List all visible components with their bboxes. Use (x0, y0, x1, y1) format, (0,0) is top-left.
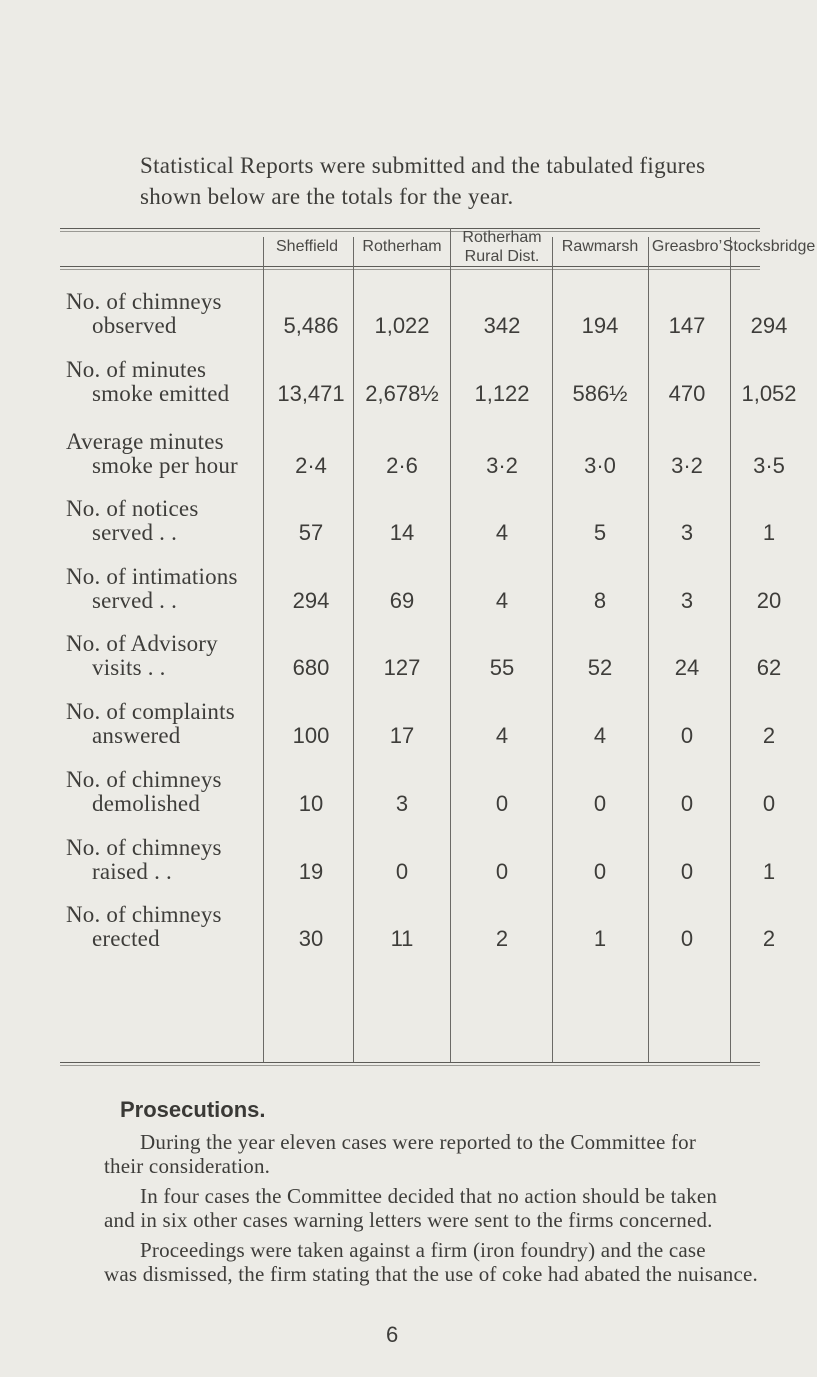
table-cell: 3·2 (671, 453, 703, 478)
table-cell: 17 (389, 723, 415, 748)
row-label-line: answered (92, 723, 181, 748)
table-cell: 2 (762, 723, 776, 748)
table-cell: 20 (756, 588, 782, 613)
table-row-label (66, 497, 266, 545)
row-label-line: No. of intimations (66, 564, 238, 589)
table-row-label (66, 768, 266, 816)
table-column-header: Sheffield (276, 238, 338, 255)
table-cell: 4 (495, 588, 509, 613)
table-cell: 100 (292, 723, 330, 748)
table-cell: 1,122 (474, 381, 530, 406)
paragraph-text: Proceedings were taken against a firm (iron foundry) and the case (140, 1238, 706, 1262)
table-cell: 3·5 (753, 453, 785, 478)
table-cell: 3 (680, 520, 694, 545)
table-cell: 0 (593, 791, 607, 816)
table-cell: 2·4 (295, 453, 327, 478)
paragraph-text: their consideration. (104, 1154, 271, 1178)
table-cell: 0 (680, 723, 694, 748)
table-cell: 11 (390, 926, 414, 951)
table-cell: 3·2 (486, 453, 518, 478)
row-label-line: No. of minutes (66, 357, 207, 382)
prosecutions-paragraph-2 (104, 1184, 768, 1232)
row-label-line: served . . (92, 520, 178, 545)
table-cell: 4 (593, 723, 607, 748)
table-cell: 147 (668, 313, 706, 338)
table-cell: 0 (495, 791, 509, 816)
table-column-header: Rotherham Rural Dist. (462, 229, 542, 265)
table-row-label (66, 700, 266, 748)
table-row-label (66, 565, 266, 613)
table-row-label (66, 430, 266, 478)
table-cell: 0 (762, 791, 776, 816)
table-cell: 24 (674, 655, 700, 680)
table-cell: 1,052 (741, 381, 797, 406)
table-header-rule-double (60, 269, 760, 270)
row-label-line: observed (92, 313, 177, 338)
prosecutions-paragraph-1 (104, 1130, 768, 1178)
table-cell: 8 (593, 588, 607, 613)
table-cell: 0 (680, 791, 694, 816)
row-label-line: visits . . (92, 655, 166, 680)
table-cell: 13,471 (277, 381, 345, 406)
row-label-line: No. of complaints (66, 699, 235, 724)
table-cell: 52 (587, 655, 613, 680)
row-label-line: No. of chimneys (66, 767, 222, 792)
table-row-label (66, 632, 266, 680)
paragraph-text: During the year eleven cases were reported to the Committee for (140, 1130, 697, 1154)
table-cell: 55 (489, 655, 515, 680)
paragraph-text: In four cases the Committee decided that no action should be taken (140, 1184, 718, 1208)
table-cell: 19 (298, 859, 324, 884)
table-cell: 0 (680, 926, 694, 951)
row-label-line: demolished (92, 791, 201, 816)
table-cell: 2,678½ (365, 381, 439, 406)
table-cell: 470 (668, 381, 706, 406)
row-label-line: No. of notices (66, 496, 199, 521)
table-cell: 10 (298, 791, 324, 816)
page-number: 6 (386, 1322, 399, 1347)
table-header-rule (60, 266, 760, 267)
table-cell: 69 (389, 588, 415, 613)
table-cell: 294 (750, 313, 788, 338)
row-label-line: No. of chimneys (66, 289, 222, 314)
table-column-header: Stocksbridge (722, 238, 816, 255)
table-cell: 5 (593, 520, 607, 545)
table-bottom-rule (60, 1062, 760, 1063)
table-row-label (66, 836, 266, 884)
table-cell: 1 (762, 859, 776, 884)
table-column-header: Rawmarsh (561, 238, 639, 255)
table-cell: 30 (298, 926, 324, 951)
table-cell: 586½ (572, 381, 628, 406)
table-row-label (66, 903, 266, 951)
paragraph-text: and in six other cases warning letters were sent to the firms concerned. (104, 1208, 713, 1232)
prosecutions-heading: Prosecutions. (120, 1097, 266, 1122)
row-label-line: raised . . (92, 859, 172, 884)
table-row-label (66, 290, 266, 338)
row-label-line: No. of chimneys (66, 835, 222, 860)
table-cell: 3 (680, 588, 694, 613)
table-cell: 0 (495, 859, 509, 884)
table-cell: 680 (292, 655, 330, 680)
table-cell: 1 (593, 926, 607, 951)
row-label-line: No. of Advisory (66, 631, 218, 656)
row-label-line: erected (92, 926, 160, 951)
table-bottom-rule-double (60, 1065, 760, 1066)
table-cell: 2 (762, 926, 776, 951)
row-label-line: No. of chimneys (66, 902, 222, 927)
row-label-line: smoke emitted (92, 381, 230, 406)
row-label-line: smoke per hour (92, 453, 238, 478)
table-cell: 342 (483, 313, 521, 338)
prosecutions-paragraph-3 (104, 1238, 768, 1286)
table-cell: 14 (389, 520, 415, 545)
table-column-divider (552, 237, 553, 1062)
table-column-divider (450, 228, 451, 1062)
table-cell: 294 (292, 588, 330, 613)
table-cell: 127 (383, 655, 421, 680)
table-cell: 0 (395, 859, 409, 884)
table-cell: 3 (395, 791, 409, 816)
table-cell: 4 (495, 723, 509, 748)
table-cell: 2 (495, 926, 509, 951)
table-cell: 4 (495, 520, 509, 545)
table-column-header: Rotherham (362, 238, 442, 255)
table-top-rule (60, 228, 760, 229)
paragraph-text: was dismissed, the firm stating that the use of coke had abated the nuisance. (104, 1262, 758, 1286)
table-cell: 5,486 (283, 313, 339, 338)
intro-paragraph: Statistical Reports were submitted and the tabulated figures shown below are the totals for the year. (140, 153, 706, 209)
table-cell: 194 (581, 313, 619, 338)
table-cell: 0 (680, 859, 694, 884)
table-cell: 1,022 (374, 313, 430, 338)
table-cell: 0 (593, 859, 607, 884)
table-cell: 2·6 (386, 453, 418, 478)
table-cell: 1 (762, 520, 776, 545)
table-cell: 3·0 (584, 453, 616, 478)
table-row-label (66, 358, 266, 406)
table-cell: 62 (756, 655, 782, 680)
table-column-header: Greasbro’ (651, 238, 723, 255)
row-label-line: Average minutes (66, 429, 224, 454)
table-cell: 57 (298, 520, 324, 545)
row-label-line: served . . (92, 588, 178, 613)
table-top-rule-double (60, 231, 760, 232)
